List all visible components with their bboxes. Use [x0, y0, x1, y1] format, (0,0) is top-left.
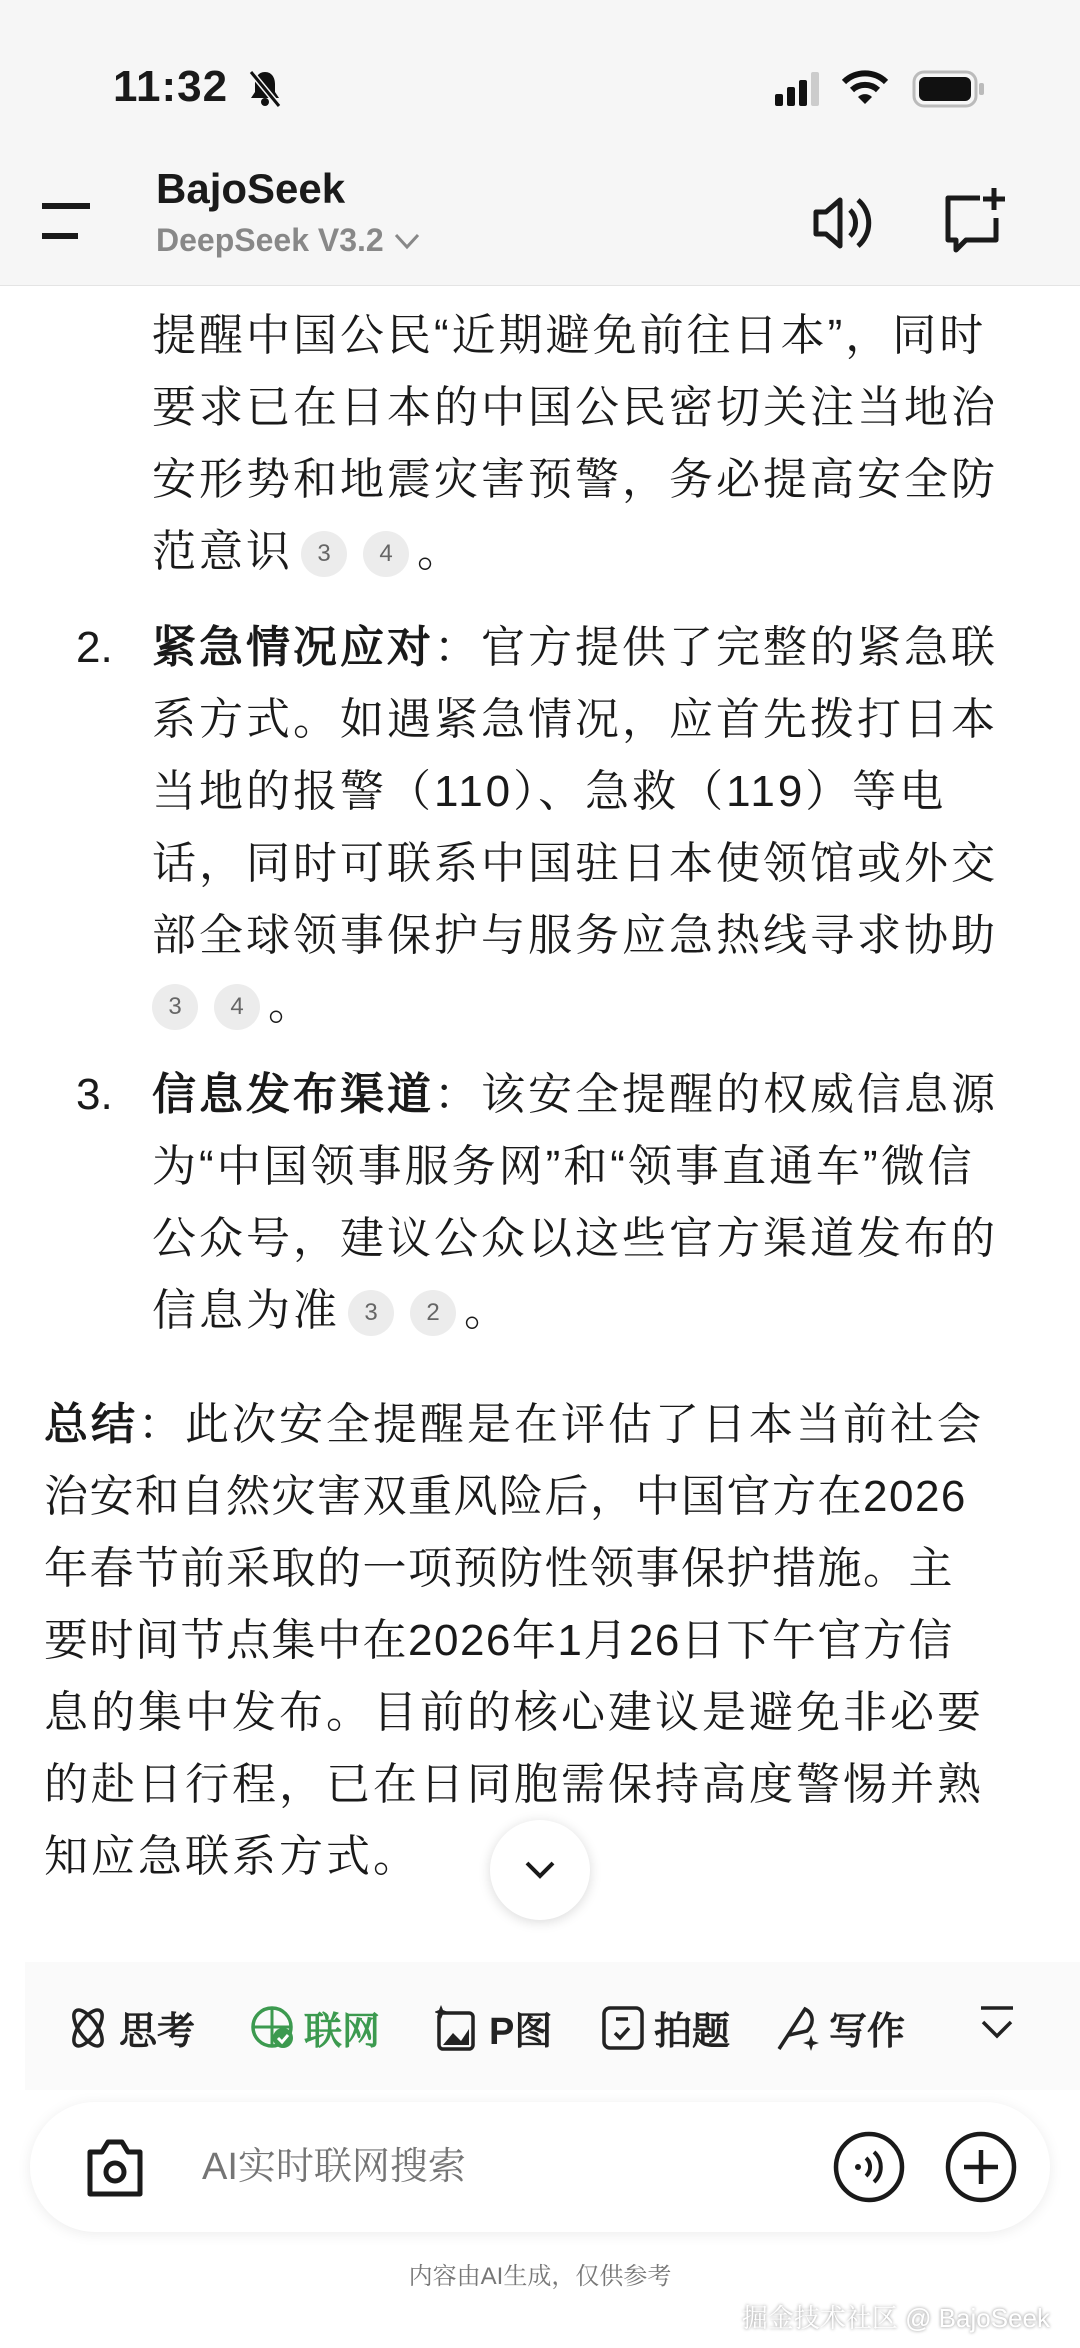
text-line [152, 1059, 998, 1131]
text: 范意识 [152, 527, 293, 576]
tool-think[interactable] [65, 2000, 195, 2055]
text: ：官方提供了完整的紧急联 [434, 623, 998, 672]
tool-label: 写作 [829, 2011, 906, 2053]
wifi-icon [842, 70, 888, 106]
status-time: 11:32 [113, 62, 229, 111]
text: 。 [268, 980, 315, 1029]
text-line: 息的集中发布。目前的核心建议是避免非必要 [44, 1688, 984, 1737]
tool-photo-edit[interactable] [435, 2000, 552, 2055]
text-line: 年春节前采取的一项预防性领事保护措施。主 [44, 1544, 954, 1593]
text-line: 为“中国领事服务网”和“领事直通车”微信 [152, 1142, 975, 1191]
atom-icon [65, 2005, 111, 2051]
text-line: 知应急联系方式。 [44, 1832, 420, 1881]
app-title: BajoSeek [156, 165, 346, 212]
text-line: 部全球领事保护与服务应急热线寻求协助 [152, 911, 998, 960]
tool-label: 联网 [304, 2011, 381, 2053]
new-chat-icon[interactable] [942, 188, 1008, 254]
ai-disclaimer: 内容由AI生成，仅供参考 [408, 2263, 672, 2290]
citation-badge[interactable]: 2 [410, 1290, 456, 1336]
feature-toolbar [25, 1962, 1080, 2090]
bold-heading: 信息发布渠道 [152, 1070, 434, 1119]
scroll-to-bottom-button[interactable] [490, 1820, 590, 1920]
text-line: 要求已在日本的中国公民密切关注当地治 [152, 383, 998, 432]
text-line: 治安和自然灾害双重风险后，中国官方在2026 [44, 1472, 967, 1521]
citation-badge[interactable]: 4 [363, 531, 409, 577]
model-name: DeepSeek V3.2 [156, 222, 384, 258]
photo-question-icon [600, 2005, 646, 2051]
text-line [152, 612, 998, 684]
text: ：此次安全提醒是在评估了日本当前社会 [138, 1400, 984, 1449]
text-line [152, 1275, 511, 1347]
list-number: 2. [76, 623, 113, 672]
chevron-down-icon [392, 229, 422, 253]
text: 。 [417, 527, 464, 576]
model-selector[interactable] [156, 222, 422, 259]
input-bar [30, 2102, 1050, 2232]
text-line: 系方式。如遇紧急情况，应首先拨打日本 [152, 695, 998, 744]
bold-heading: 紧急情况应对 [152, 623, 434, 672]
citation-badge[interactable]: 3 [152, 984, 198, 1030]
tool-writing[interactable] [775, 2000, 905, 2055]
bold-heading: 总结 [44, 1400, 138, 1449]
text: 信息为准 [152, 1286, 340, 1335]
text-line: 的赴日行程，已在日同胞需保持高度警惕并熟 [44, 1760, 984, 1809]
status-bar [0, 0, 1080, 150]
globe-check-icon [250, 2005, 296, 2051]
plus-icon[interactable] [944, 2130, 1018, 2204]
battery-icon [912, 70, 986, 108]
chevron-down-icon [523, 1859, 557, 1881]
bell-muted-icon [245, 68, 285, 108]
text-line: 安形势和地震灾害预警，务必提高安全防 [152, 455, 998, 504]
voice-icon[interactable] [832, 2130, 906, 2204]
camera-icon[interactable] [82, 2138, 148, 2198]
citation-badge[interactable]: 4 [214, 984, 260, 1030]
text-line [44, 1389, 984, 1461]
collapse-chevron-icon[interactable] [977, 2004, 1017, 2044]
menu-icon[interactable] [40, 195, 96, 245]
list-number: 3. [76, 1070, 113, 1119]
tool-label: 拍题 [654, 2011, 731, 2053]
watermark: 掘金技术社区 @ BajoSeek [741, 2303, 1050, 2333]
text: 。 [464, 1286, 511, 1335]
tool-web-search[interactable] [250, 2000, 380, 2055]
text-line [144, 969, 315, 1041]
citation-badge[interactable]: 3 [301, 531, 347, 577]
tool-label: P图 [489, 2011, 553, 2053]
image-edit-icon [435, 2005, 481, 2051]
pen-sparkle-icon [775, 2005, 821, 2051]
text-line [152, 516, 464, 588]
text-line: 提醒中国公民“近期避免前往日本”，同时 [152, 311, 987, 360]
text: ：该安全提醒的权威信息源 [434, 1070, 998, 1119]
signal-icon [775, 72, 831, 106]
search-input[interactable] [202, 2137, 822, 2197]
tool-photo-question[interactable] [600, 2000, 730, 2055]
text-line: 当地的报警（110）、急救（119）等电 [152, 767, 947, 816]
app-header [0, 150, 1080, 286]
tool-label: 思考 [119, 2011, 196, 2053]
text-line: 话，同时可联系中国驻日本使领馆或外交 [152, 839, 998, 888]
speaker-icon[interactable] [810, 190, 876, 256]
citation-badge[interactable]: 3 [348, 1290, 394, 1336]
text-line: 公众号，建议公众以这些官方渠道发布的 [152, 1214, 998, 1263]
text-line: 要时间节点集中在2026年1月26日下午官方信 [44, 1616, 954, 1665]
